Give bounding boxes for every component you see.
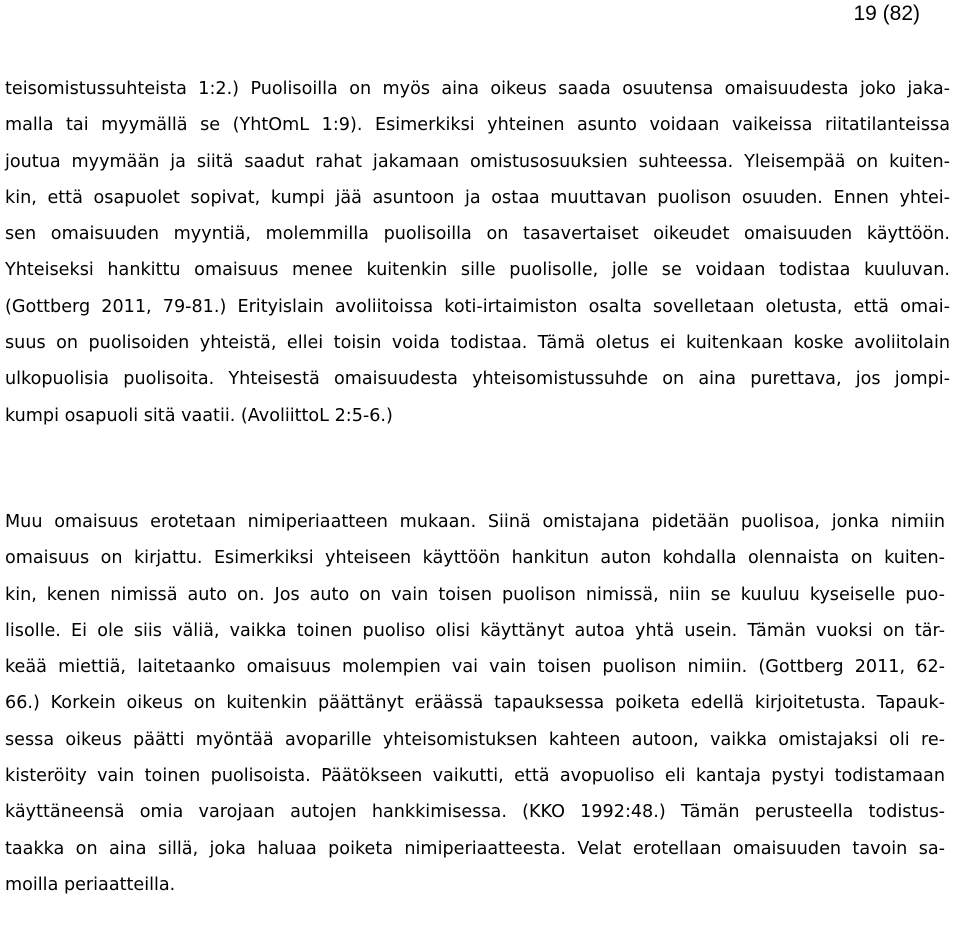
text-line: suus on puolisoiden yhteistä, ellei toisin voida todistaa. Tämä oletus ei kuitenkaan koske avoliitolain [5,333,950,354]
text-line: omaisuus on kirjattu. Esimerkiksi yhteiseen käyttöön hankitun auton kohdalla olennaista on kuiten- [5,548,945,569]
text-line: keää miettiä, laitetaanko omaisuus molempien vai vain toisen puolison nimiin. (Gottberg 2011, 62- [5,657,945,678]
text-line: moilla periaatteilla. [5,874,176,895]
text-line: kin, kenen nimissä auto on. Jos auto on vain toisen puolison nimissä, niin se kuuluu kyseiselle puo- [5,584,945,605]
text-line: malla tai myymällä se (YhtOmL 1:9). Esimerkiksi yhteinen asunto voidaan vaikeissa riitatilanteissa [5,115,950,136]
text-line: Muu omaisuus erotetaan nimiperiaatteen mukaan. Siinä omistajana pidetään puolisoa, jonka nimiin [5,512,945,532]
text-line: sessa oikeus päätti myöntää avoparille yhteisomistuksen kahteen autoon, vaikka omistajaksi oli re- [5,729,945,750]
text-line: ulkopuolisia puolisoita. Yhteisestä omaisuudesta yhteisomistussuhde on aina purettava, jos jompi- [5,369,950,390]
text-line: (Gottberg 2011, 79-81.) Erityislain avoliitoissa koti-irtaimiston osalta sovelletaan oletusta, että omai- [5,296,950,317]
text-line: 66.) Korkein oikeus on kuitenkin päättänyt eräässä tapauksessa poiketa edellä kirjoitetusta. Tapauk- [5,693,945,714]
text-line: kumpi osapuoli sitä vaatii. (AvoliittoL 2:5-6.) [5,405,393,426]
text-line: kisteröity vain toinen puolisoista. Päätökseen vaikutti, että avopuoliso eli kantaja pystyi todistamaan [5,766,945,787]
text-line: taakka on aina sillä, joka haluaa poiketa nimiperiaatteesta. Velat erotellaan omaisuuden tavoin sa- [5,838,945,859]
text-line: sen omaisuuden myyntiä, molemmilla puolisoilla on tasavertaiset oikeudet omaisuuden käyttöön. [5,224,950,245]
text-line: käyttäneensä omia varojaan autojen hankkimisessa. (KKO 1992:48.) Tämän perusteella todistus- [5,802,945,823]
body-paragraph-1 [5,71,950,434]
body-paragraph-2 [5,504,945,903]
text-line: joutua myymään ja siitä saadut rahat jakamaan omistusosuuksien suhteessa. Yleisempää on kuiten- [5,151,950,172]
text-line: kin, että osapuolet sopivat, kumpi jää asuntoon ja ostaa muuttavan puolison osuuden. Ennen yhtei- [5,187,950,208]
text-line: Yhteiseksi hankittu omaisuus menee kuitenkin sille puolisolle, jolle se voidaan todistaa kuuluvan. [5,260,950,281]
page-number: 19 (82) [853,2,920,25]
text-line: lisolle. Ei ole siis väliä, vaikka toinen puoliso olisi käyttänyt autoa yhtä usein. Tämän vuoksi on tär- [5,620,945,641]
text-line: teisomistussuhteista 1:2.) Puolisoilla on myös aina oikeus saada osuutensa omaisuudesta joko jaka- [5,79,950,99]
